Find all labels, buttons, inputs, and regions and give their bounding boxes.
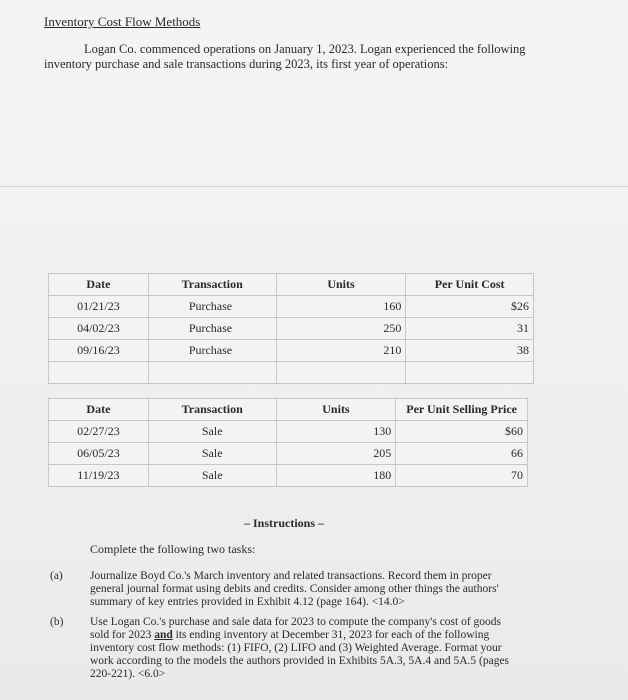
table-row	[49, 443, 528, 465]
intro-line-2: inventory purchase and sale transactions during 2023, its first year of operations:	[44, 57, 449, 71]
cell-units: 180	[276, 465, 396, 487]
table-row	[49, 465, 528, 487]
cell-cost: 31	[406, 318, 534, 340]
cell-cost: $26	[406, 296, 534, 318]
cell-date: 06/05/23	[49, 443, 149, 465]
cell-date: 09/16/23	[49, 340, 149, 362]
intro-paragraph	[44, 42, 544, 72]
cell-transaction: Purchase	[148, 296, 276, 318]
header-transaction: Transaction	[148, 399, 276, 421]
table-row-empty	[49, 362, 534, 384]
table-header-row	[49, 274, 534, 296]
header-units: Units	[276, 399, 396, 421]
task-b-label: (b)	[50, 616, 64, 628]
page-title: Inventory Cost Flow Methods	[44, 14, 201, 29]
cell-units: 250	[276, 318, 406, 340]
cell-date: 02/27/23	[49, 421, 149, 443]
header-per-unit-cost: Per Unit Cost	[406, 274, 534, 296]
cell-date: 04/02/23	[49, 318, 149, 340]
cell-units: 160	[276, 296, 406, 318]
cell-date: 11/19/23	[49, 465, 149, 487]
cell-date: 01/21/23	[49, 296, 149, 318]
header-date: Date	[49, 274, 149, 296]
cell-units: 205	[276, 443, 396, 465]
table-row	[49, 318, 534, 340]
cell-cost: 38	[406, 340, 534, 362]
header-units: Units	[276, 274, 406, 296]
cell-units: 210	[276, 340, 406, 362]
task-b-text-pre: Use Logan Co.'s purchase and sale data for 2023 to compute the company's cost of goods sold for 2023	[90, 616, 502, 641]
cell-price: $60	[396, 421, 528, 443]
task-a-label: (a)	[50, 570, 63, 582]
table-row	[49, 296, 534, 318]
cell-transaction: Purchase	[148, 318, 276, 340]
cell-transaction: Sale	[148, 421, 276, 443]
cell-units: 130	[276, 421, 396, 443]
cell-price: 70	[396, 465, 528, 487]
table-header-row	[49, 399, 528, 421]
intro-line-1: Logan Co. commenced operations on January 1, 2023. Logan experienced the following	[84, 42, 526, 56]
cell-transaction: Sale	[148, 443, 276, 465]
header-selling-price: Per Unit Selling Price	[396, 399, 528, 421]
cell-price: 66	[396, 443, 528, 465]
task-b-text	[90, 616, 520, 681]
task-b-and: and	[154, 629, 173, 641]
header-date: Date	[49, 399, 149, 421]
header-transaction: Transaction	[148, 274, 276, 296]
task-a-text: Journalize Boyd Co.'s March inventory and related transactions. Record them in proper general journal format using debits and credits. Consider among other things the authors' summary of key entries provided in Exhibit 4.12 (page 164). <14.0>	[90, 570, 499, 608]
sales-table	[48, 398, 528, 487]
cell-transaction: Purchase	[148, 340, 276, 362]
instructions-heading: – Instructions –	[244, 516, 325, 530]
task-b-text-post: its ending inventory at December 31, 2023 for each of the following inventory cost flow methods: (1) FIFO, (2) LIFO and (3) Weighted Average. Format your work according to the models the authors provided in Exhibits 5A.3, 5A.4 and 5A.5 (pages 220-221). <6.0>	[90, 629, 510, 680]
tasks-intro: Complete the following two tasks:	[90, 542, 256, 556]
purchases-table	[48, 273, 534, 384]
divider	[0, 186, 628, 187]
table-row	[49, 421, 528, 443]
table-row	[49, 340, 534, 362]
cell-transaction: Sale	[148, 465, 276, 487]
